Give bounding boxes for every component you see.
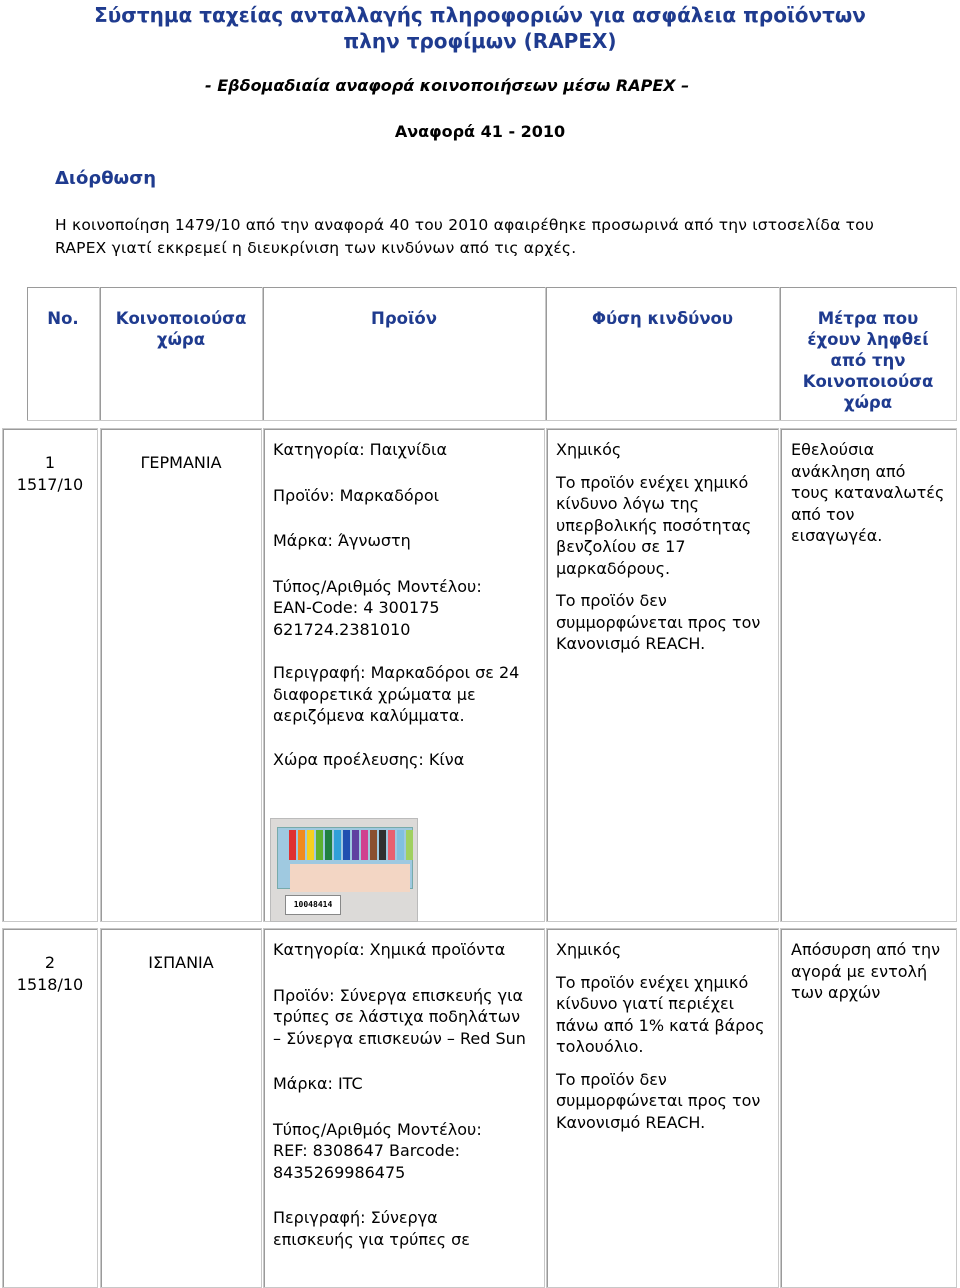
header-measures: Μέτρα που έχουν ληφθεί από την Κοινοποιούσα χώρα xyxy=(780,287,957,421)
row2-ref: 1518/10 xyxy=(16,974,84,994)
row2-measures-cell xyxy=(780,928,957,1288)
row2-category: Κατηγορία: Χημικά προϊόντα xyxy=(273,940,506,959)
row2-description: Περιγραφή: Σύνεργα επισκευής για τρύπες σε xyxy=(273,1208,470,1249)
row1-model-label: Τύπος/Αριθμός Μοντέλου: xyxy=(273,576,482,596)
row2-model-value: REF: 8308647 Barcode: 8435269986475 xyxy=(273,1141,460,1182)
product-photo-markers xyxy=(270,818,418,922)
row1-origin: Χώρα προέλευσης: Κίνα xyxy=(273,749,465,769)
correction-heading: Διόρθωση xyxy=(55,168,157,189)
row1-ref: 1517/10 xyxy=(16,474,84,494)
row1-num: 1 xyxy=(44,453,56,472)
row2-num: 2 xyxy=(44,953,56,972)
correction-text: Η κοινοποίηση 1479/10 από την αναφορά 40 του 2010 αφαιρέθηκε προσωρινά από την ιστοσελίδα του RAPEX γιατί εκκρεμεί η διευκρίνιση των κινδύνων από τις αρχές. xyxy=(55,216,875,257)
row2-risk-type: Χημικός xyxy=(556,940,622,959)
row1-product: Προϊόν: Μαρκαδόροι xyxy=(273,485,440,505)
row2-product-cell xyxy=(263,928,545,1288)
row1-model-value: EAN-Code: 4 300175 621724.2381010 xyxy=(273,598,440,639)
row2-brand: Μάρκα: ITC xyxy=(273,1074,363,1093)
row2-measures: Απόσυρση από την αγορά με εντολή των αρχών xyxy=(791,940,941,1002)
header-no: No. xyxy=(27,287,100,421)
row1-measures-cell xyxy=(780,428,957,922)
row1-description: Περιγραφή: Μαρκαδόροι σε 24 διαφορετικά χρώματα με αεριζόμενα καλύμματα. xyxy=(273,663,520,725)
row2-country-cell xyxy=(100,928,262,1288)
row2-model-label: Τύπος/Αριθμός Μοντέλου: xyxy=(273,1119,482,1139)
row2-country: ΙΣΠΑΝΙΑ xyxy=(148,953,214,972)
row1-country-cell xyxy=(100,428,262,922)
row1-number-cell xyxy=(2,428,98,922)
report-number: Αναφορά 41 - 2010 xyxy=(394,122,566,141)
document-title xyxy=(0,2,960,54)
row1-country: ΓΕΡΜΑΝΙΑ xyxy=(140,453,222,472)
row2-number-cell xyxy=(2,928,98,1288)
row1-measures: Εθελούσια ανάκληση από τους καταναλωτές από τον εισαγωγέα. xyxy=(791,440,945,545)
row1-brand: Μάρκα: Άγνωστη xyxy=(273,531,411,550)
row2-risk-text: Το προϊόν ενέχει χημικό κίνδυνο γιατί περιέχει πάνω από 1% κατά βάρος τολουόλιο. xyxy=(556,972,765,1056)
subtitle: - Εβδομαδιαία αναφορά κοινοποιήσεων μέσω RAPEX – xyxy=(205,76,690,95)
row2-risk-cell xyxy=(546,928,779,1288)
header-risk: Φύση κινδύνου xyxy=(546,287,780,421)
header-country: Κοινοποιούσα χώρα xyxy=(100,287,263,421)
title-line-2: πλην τροφίμων (RAPEX) xyxy=(343,29,617,53)
row1-risk-text: Το προϊόν ενέχει χημικό κίνδυνο λόγω της υπερβολικής ποσότητας βενζολίου σε 17 μαρκαδόρους. xyxy=(556,472,752,578)
row2-risk-compliance: Το προϊόν δεν συμμορφώνεται προς τον Κανονισμό REACH. xyxy=(556,1069,761,1132)
barcode-label: 10048414 xyxy=(285,895,341,915)
row1-risk-compliance: Το προϊόν δεν συμμορφώνεται προς τον Κανονισμό REACH. xyxy=(556,591,761,653)
row1-category: Κατηγορία: Παιχνίδια xyxy=(273,440,447,459)
row1-risk-type: Χημικός xyxy=(556,440,622,459)
row1-risk-cell xyxy=(546,428,779,922)
header-product: Προϊόν xyxy=(263,287,546,421)
row2-product: Προϊόν: Σύνεργα επισκευής για τρύπες σε λάστιχα ποδηλάτων – Σύνεργα επισκευών – Red Sun xyxy=(273,985,526,1048)
title-line-1: Σύστημα ταχείας ανταλλαγής πληροφοριών για ασφάλεια προϊόντων xyxy=(94,3,866,27)
